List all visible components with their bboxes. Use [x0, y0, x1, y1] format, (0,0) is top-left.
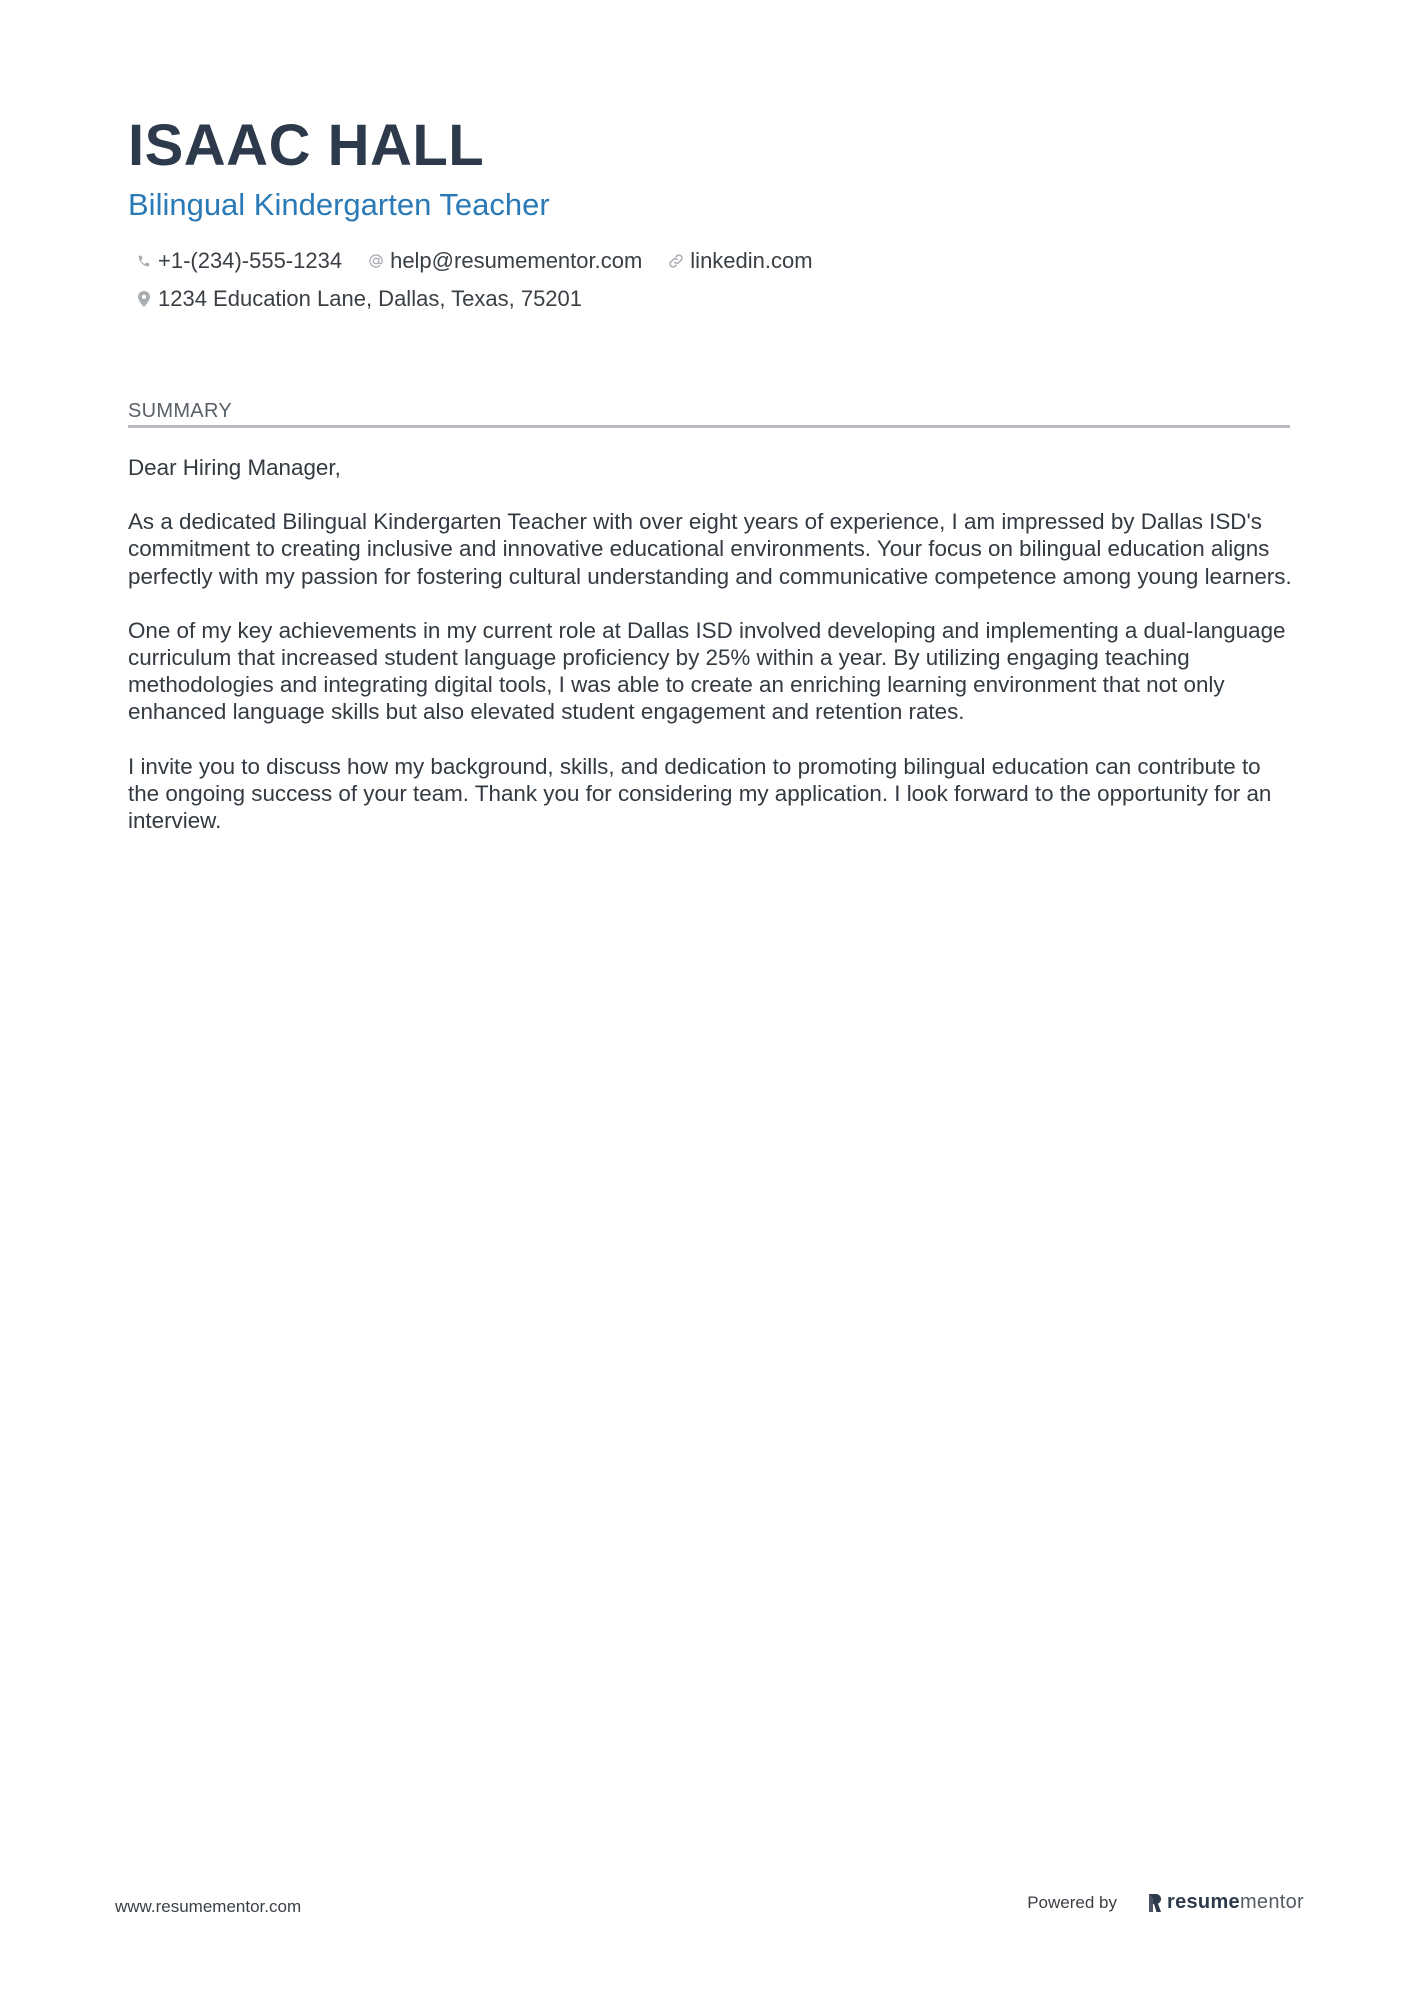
contact-row-address [136, 285, 608, 313]
section-divider [128, 425, 1290, 428]
salutation: Dear Hiring Manager, [128, 455, 341, 480]
section-heading-summary: SUMMARY [128, 400, 232, 422]
letter-paragraph: As a dedicated Bilingual Kindergarten Teacher with over eight years of experience, I am impressed by Dallas ISD's commitment to creating inclusive and innovative educational environments. Your focus on bilingual education aligns perfectly with my passion for fostering cultural understanding and communicative competence among young learners. [128, 509, 1292, 589]
candidate-name: ISAAC HALL [128, 113, 485, 178]
footer-website[interactable]: www.resumementor.com [115, 1897, 302, 1916]
letter-paragraph: One of my key achievements in my current role at Dallas ISD involved developing and implementing a dual-language curriculum that increased student language proficiency by 25% within a year. By utilizing engaging teaching methodologies and integrating digital tools, I was able to create an enriching learning environment that not only enhanced language skills but also elevated student engagement and retention rates. [128, 617, 1286, 725]
contact-phone [136, 247, 342, 275]
letter-body [128, 454, 1294, 861]
brand-text-mentor: mentor [1239, 1891, 1304, 1913]
phone-text: +1-(234)-555-1234 [158, 248, 343, 273]
footer-branding [1027, 1891, 1304, 1914]
link-text: linkedin.com [690, 248, 813, 273]
email-text: help@resumementor.com [390, 248, 643, 273]
brand-text-resume: resume [1167, 1891, 1240, 1913]
contact-email[interactable] [368, 247, 642, 275]
at-icon [368, 252, 384, 270]
resumementor-logo-icon [1147, 1893, 1163, 1913]
contact-row [136, 247, 839, 275]
contact-address [136, 285, 582, 313]
contact-link[interactable] [668, 247, 812, 275]
address-text: 1234 Education Lane, Dallas, Texas, 75201 [158, 286, 583, 311]
brand-logo[interactable] [1147, 1891, 1304, 1914]
location-pin-icon [136, 290, 152, 308]
powered-by-label: Powered by [1027, 1892, 1117, 1912]
job-title: Bilingual Kindergarten Teacher [128, 187, 550, 222]
link-icon [668, 252, 684, 270]
phone-icon [136, 252, 152, 270]
letter-paragraph: I invite you to discuss how my background, skills, and dedication to promoting bilingual education can contribute to the ongoing success of your team. Thank you for considering my application. I look forward to the opportunity for an interview. [128, 753, 1272, 834]
